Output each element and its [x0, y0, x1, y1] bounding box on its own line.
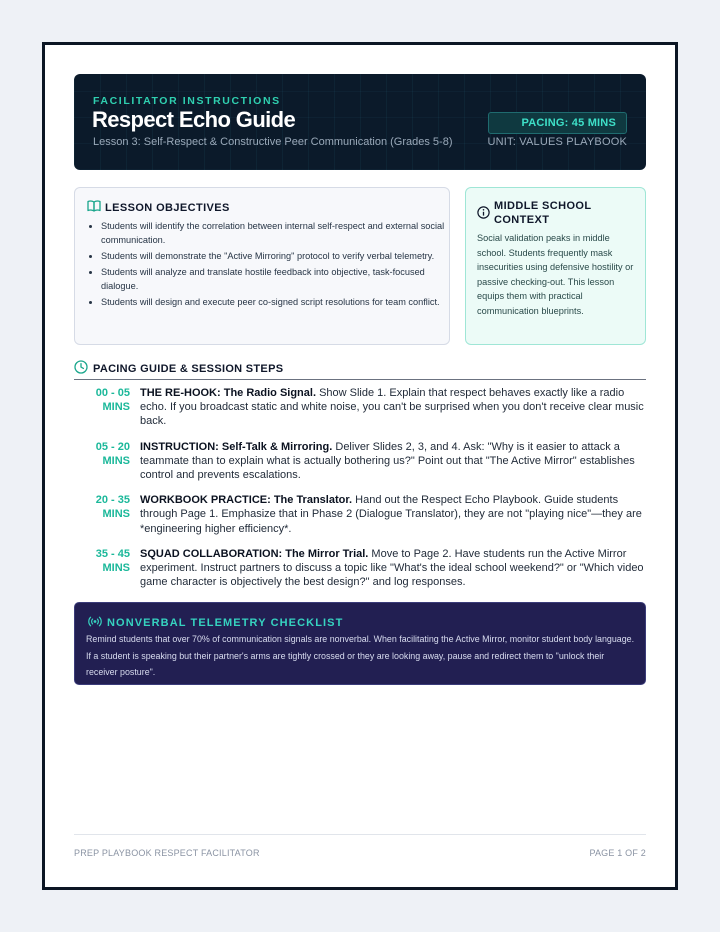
info-cards	[74, 187, 646, 345]
unit-label: UNIT: VALUES PLAYBOOK	[487, 136, 627, 148]
session-step	[74, 493, 646, 536]
list-item: • Students will demonstrate the "Active Mirroring" protocol to verify verbal telemetry.	[101, 249, 447, 263]
context-title: MIDDLE SCHOOL CONTEXT	[494, 200, 592, 226]
checklist-header	[88, 614, 343, 632]
checklist-body: Remind students that over 70% of communication signals are nonverbal. When facilitating the Active Mirror, monitor student body language. If a student is speaking but their partner's arms are tightly crossed or they are looking away, pause and redirect them to "unlock their receiver posture".	[86, 634, 635, 677]
context-body: Social validation peaks in middle school. Students frequently mask insecurities using defensive hostility or passive checking-out. This lesson equips them with practical communication blueprints.	[477, 233, 634, 316]
session-step	[74, 440, 646, 483]
header-banner	[74, 74, 646, 170]
list-item: • Students will identify the correlation between internal self-respect and external social communication.	[101, 219, 447, 247]
pacing-guide-header	[74, 359, 646, 380]
step-heading: INSTRUCTION: Self-Talk & Mirroring.	[140, 440, 333, 453]
step-description	[140, 547, 646, 590]
step-time-range: 20 - 35	[95, 494, 130, 507]
clock-icon	[74, 360, 88, 379]
step-time	[74, 547, 130, 590]
objectives-header	[87, 199, 230, 217]
objectives-card	[74, 187, 450, 345]
step-body: Show Slide 1. Explain that respect behaves exactly like a radio echo. If you broadcast static and white noise, you can't be surprised when you don't receive clear music back.	[140, 387, 644, 428]
book-icon	[87, 199, 101, 217]
header-kicker: FACILITATOR INSTRUCTIONS	[93, 95, 281, 107]
session-steps	[74, 386, 646, 600]
objectives-list	[87, 219, 447, 311]
step-time-range: 35 - 45	[95, 547, 130, 560]
page-footer	[74, 834, 646, 865]
step-body: Hand out the Respect Echo Playbook. Guide students through Page 1. Emphasize that in Phase 2 (Dialogue Translator), they are not "playing nice"—they are *engineering higher efficiency*.	[140, 494, 642, 535]
page-content	[74, 74, 646, 858]
pacing-guide-title: PACING GUIDE & SESSION STEPS	[93, 363, 284, 375]
step-time-unit: MINS	[102, 454, 130, 467]
step-time-range: 05 - 20	[95, 440, 130, 453]
nonverbal-checklist	[74, 602, 646, 685]
checklist-title: NONVERBAL TELEMETRY CHECKLIST	[107, 617, 344, 629]
step-heading: WORKBOOK PRACTICE: The Translator.	[140, 494, 353, 507]
step-time	[74, 493, 130, 536]
list-item: • Students will analyze and translate hostile feedback into objective, task-focused dialogue.	[101, 265, 447, 293]
info-icon	[477, 206, 490, 224]
pacing-badge: PACING: 45 MINS	[488, 112, 627, 134]
list-item: • Students will design and execute peer co-signed script resolutions for team conflict.	[101, 295, 447, 309]
context-card	[465, 187, 646, 345]
step-time	[74, 386, 130, 429]
objectives-title: LESSON OBJECTIVES	[105, 202, 230, 214]
step-description	[140, 440, 646, 483]
step-description	[140, 386, 646, 429]
step-description	[140, 493, 646, 536]
step-time-range: 00 - 05	[95, 387, 130, 399]
broadcast-icon	[88, 614, 102, 632]
document-page	[42, 42, 678, 890]
footer-label: PREP PLAYBOOK RESPECT FACILITATOR	[74, 848, 260, 858]
step-body: Deliver Slides 2, 3, and 4. Ask: "Why is it easier to attack a teammate than to explain what is actually bothering us?" Point out that "The Active Mirror" establishes control and prevents escalations.	[140, 440, 635, 482]
session-step	[74, 547, 646, 590]
page-subtitle: Lesson 3: Self-Respect & Constructive Peer Communication (Grades 5-8)	[93, 136, 453, 148]
step-time-unit: MINS	[102, 401, 130, 413]
step-heading: SQUAD COLLABORATION: The Mirror Trial.	[140, 547, 369, 560]
page-title: Respect Echo Guide	[92, 107, 296, 132]
step-body: Move to Page 2. Have students run the Active Mirror experiment. Instruct partners to discuss a topic like "What's the ideal school weekend?" or "Which video game character is objectively the best design?" and log responses.	[140, 547, 644, 589]
step-time-unit: MINS	[102, 508, 130, 521]
page-number: PAGE 1 OF 2	[589, 848, 646, 858]
session-step	[74, 386, 646, 429]
step-time-unit: MINS	[102, 561, 130, 574]
step-heading: THE RE-HOOK: The Radio Signal.	[140, 387, 317, 399]
step-time	[74, 440, 130, 483]
